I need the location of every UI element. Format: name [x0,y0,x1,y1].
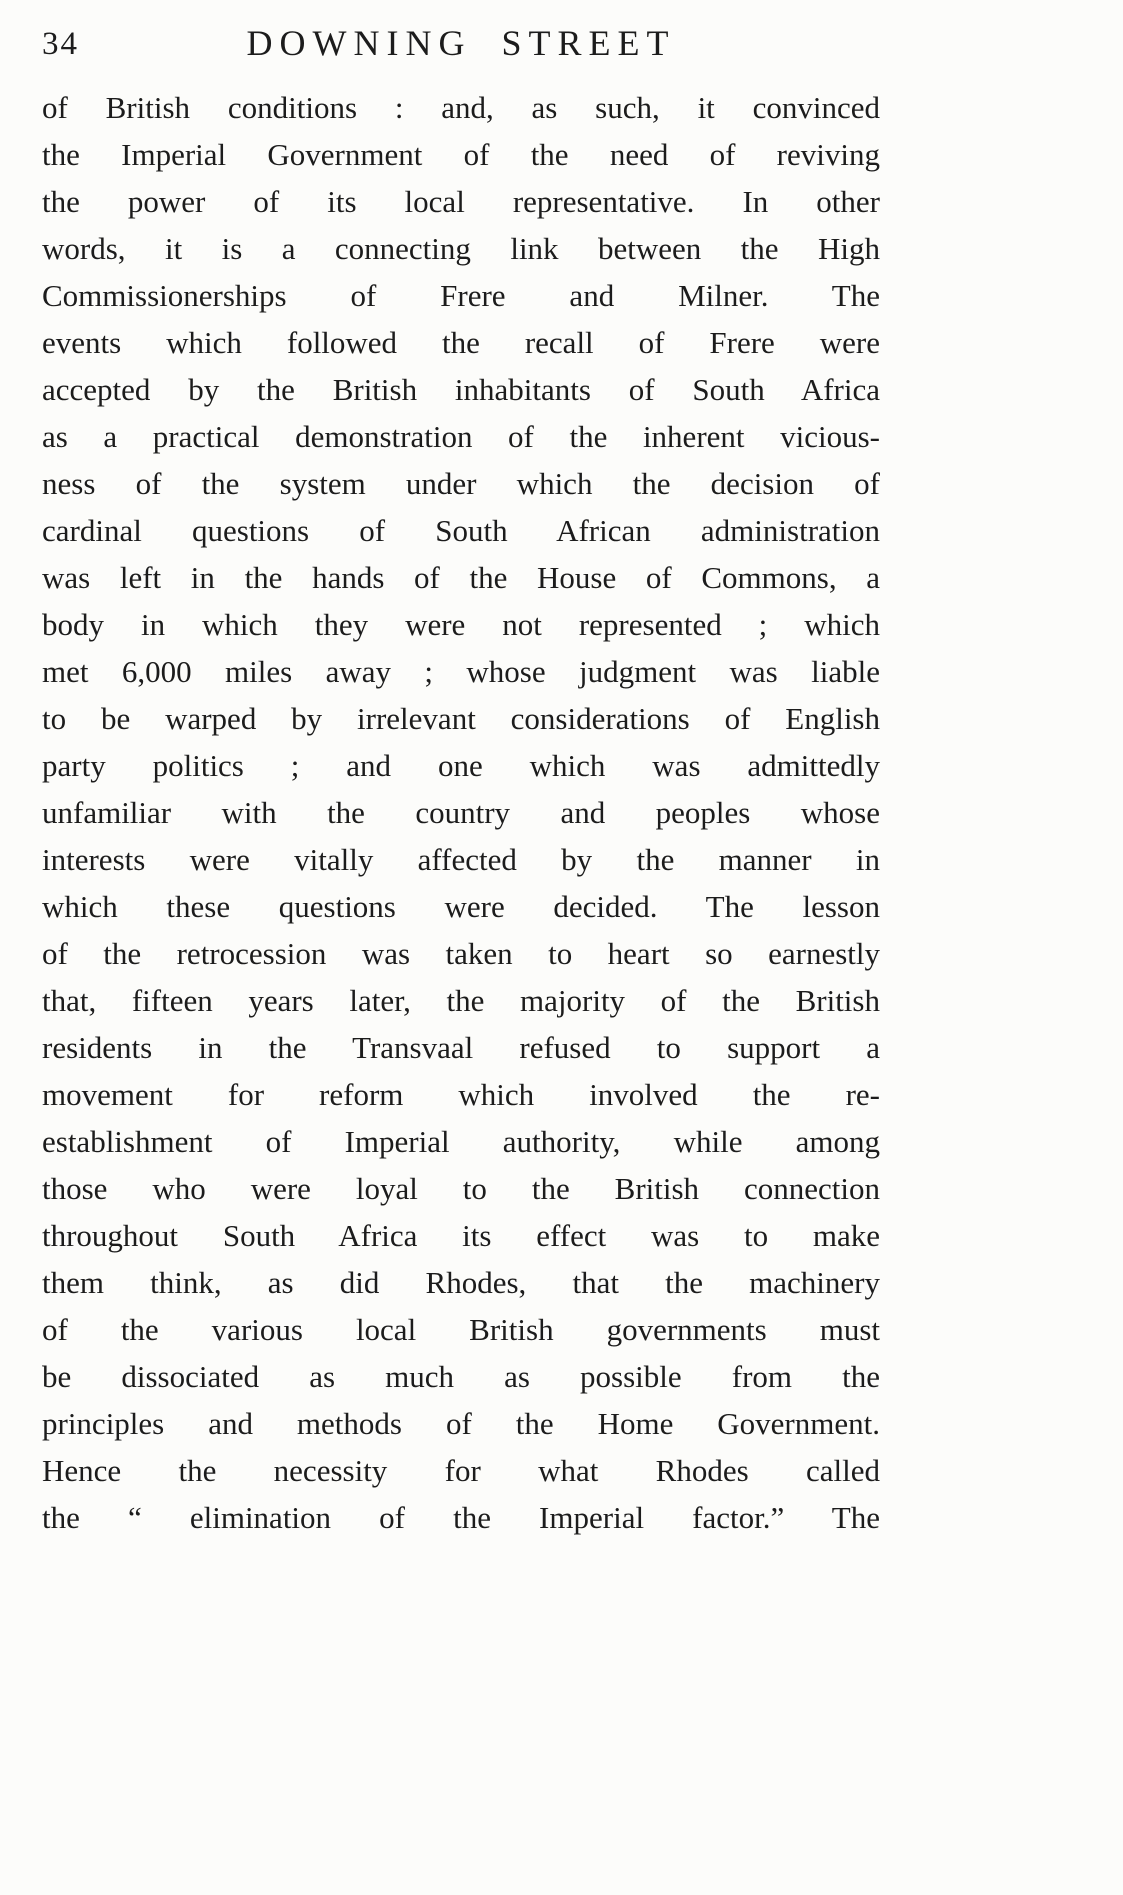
page-number: 34 [42,26,79,62]
text-line: interests were vitally affected by the manner in [42,842,880,877]
text-line: words, it is a connecting link between the High [42,231,880,266]
text-line: principles and methods of the Home Government. [42,1406,880,1441]
text-line: events which followed the recall of Frere were [42,325,880,360]
text-line: ness of the system under which the decision of [42,466,880,501]
text-line: Hence the necessity for what Rhodes called [42,1453,880,1488]
text-block [42,20,880,1541]
text-line: the Imperial Government of the need of reviving [42,137,880,172]
text-line: be dissociated as much as possible from the [42,1359,880,1394]
text-line: body in which they were not represented ; which [42,607,880,642]
text-line: the power of its local representative. In other [42,184,880,219]
page-header [42,20,880,80]
text-line: of the various local British governments must [42,1312,880,1347]
text-line: to be warped by irrelevant considerations of English [42,701,880,736]
running-header-title: DOWNING STREET [246,23,676,63]
text-line: the “ elimination of the Imperial factor.” The [42,1500,880,1535]
text-line: unfamiliar with the country and peoples whose [42,795,880,830]
text-line: residents in the Transvaal refused to support a [42,1030,880,1065]
text-line: met 6,000 miles away ; whose judgment was liable [42,654,880,689]
text-line: that, fifteen years later, the majority of the British [42,983,880,1018]
text-line: movement for reform which involved the re- [42,1077,880,1112]
text-line: of British conditions : and, as such, it convinced [42,90,880,125]
text-line: as a practical demonstration of the inherent vicious- [42,419,880,454]
body-text [42,84,880,1541]
text-line: cardinal questions of South African administration [42,513,880,548]
text-line: throughout South Africa its effect was to make [42,1218,880,1253]
text-line: those who were loyal to the British connection [42,1171,880,1206]
text-line: Commissionerships of Frere and Milner. The [42,278,880,313]
text-line: was left in the hands of the House of Commons, a [42,560,880,595]
text-line: which these questions were decided. The lesson [42,889,880,924]
text-line: them think, as did Rhodes, that the machinery [42,1265,880,1300]
text-line: party politics ; and one which was admittedly [42,748,880,783]
text-line: accepted by the British inhabitants of South Africa [42,372,880,407]
text-line: establishment of Imperial authority, while among [42,1124,880,1159]
text-line: of the retrocession was taken to heart so earnestly [42,936,880,971]
